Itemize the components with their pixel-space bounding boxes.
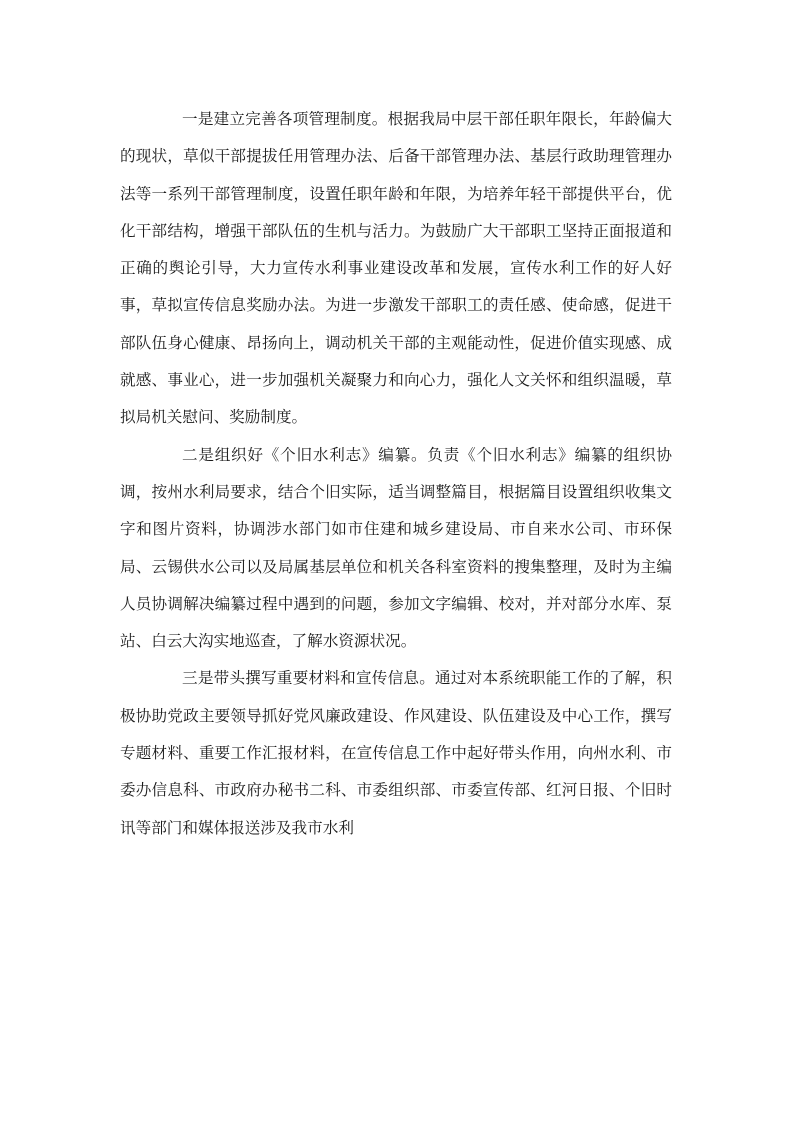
paragraph-writing-materials: 三是带头撰写重要材料和宣传信息。通过对本系统职能工作的了解，积极协助党政主要领导抓好党风廉政建设、作风建设、队伍建设及中心工作，撰写专题材料、重要工作汇报材料，在宣传信息工作中起好带头作用，向州水利、市委办信息科、市政府办秘书二科、市委组织部、市委宣传部、红河日报、个旧时讯等部门和媒体报送涉及我市水利 [120,669,672,837]
paragraph-management-system: 一是建立完善各项管理制度。根据我局中层干部任职年限长，年龄偏大的现状，草似干部提拔任用管理办法、后备干部管理办法、基层行政助理管理办法等一系列干部管理制度，设置任职年龄和年限，为培养年轻干部提供平台，优化干部结构，增强干部队伍的生机与活力。为鼓励广大干部职工坚持正面报道和正确的舆论引导，大力宣传水利事业建设改革和发展，宣传水利工作的好人好事，草拟宣传信息奖励办法。为进一步激发干部职工的责任感、使命感，促进干部队伍身心健康、昂扬向上，调动机关干部的主观能动性，促进价值实现感、成就感、事业心，进一步加强机关凝聚力和向心力，强化人文关怀和组织温暖，草拟局机关慰问、奖励制度。 [120,110,672,427]
paragraph-water-chronicle: 二是组织好《个旧水利志》编纂。负责《个旧水利志》编纂的组织协调，按州水利局要求，结合个旧实际，适当调整篇目，根据篇目设置组织收集文字和图片资料，协调涉水部门如市住建和城乡建设局、市自来水公司、市环保局、云锡供水公司以及局属基层单位和机关各科室资料的搜集整理，及时为主编人员协调解决编纂过程中遇到的问题，参加文字编辑、校对，并对部分水库、泵站、白云大沟实地巡查，了解水资源状况。 [120,445,672,651]
document-body [120,101,672,847]
